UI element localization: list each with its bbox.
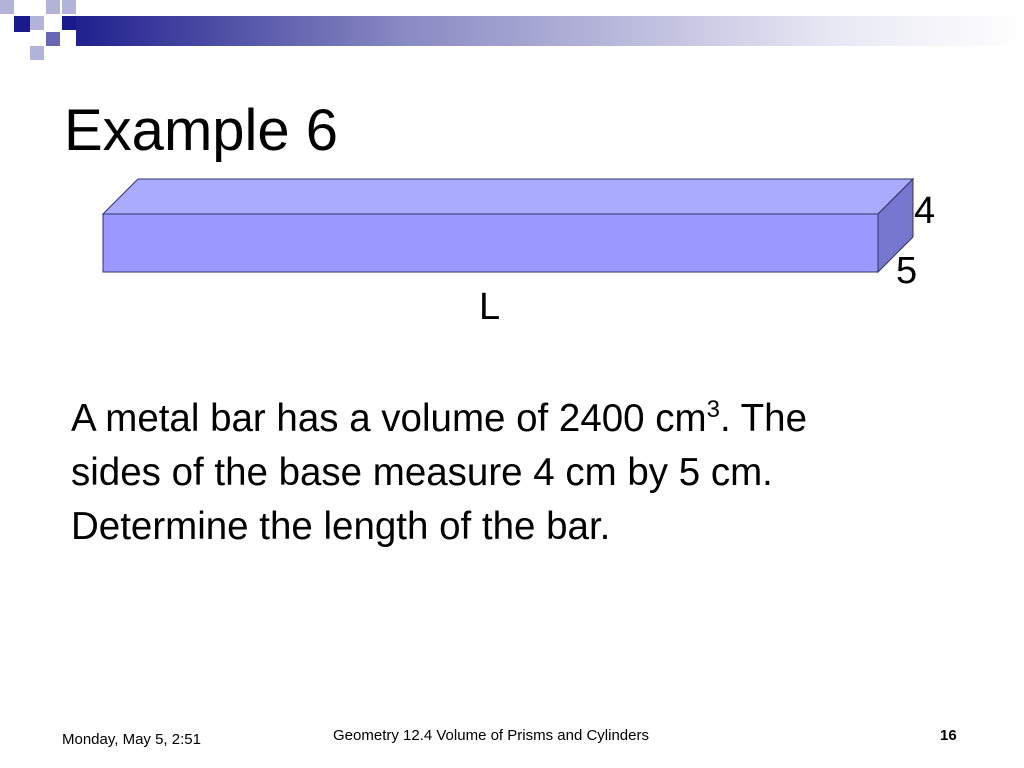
header-square — [46, 16, 60, 30]
problem-text — [71, 392, 971, 554]
footer-title: Geometry 12.4 Volume of Prisms and Cylinders — [333, 727, 649, 744]
header-square — [30, 0, 44, 14]
superscript-exponent: 3 — [706, 396, 720, 423]
header-square — [30, 16, 44, 30]
metal-bar-prism — [0, 170, 1024, 340]
problem-line-1 — [71, 392, 971, 446]
header-square — [0, 0, 14, 14]
header-square — [14, 16, 30, 32]
width-label: 5 — [896, 250, 918, 292]
length-label: L — [479, 286, 501, 328]
height-label: 4 — [914, 190, 936, 232]
prism-top-face — [103, 179, 913, 214]
header-square — [46, 0, 60, 14]
problem-line-2: sides of the base measure 4 cm by 5 cm. — [71, 451, 773, 494]
header-decoration — [0, 0, 1024, 64]
problem-line-1-end: . The — [719, 397, 807, 440]
header-square — [62, 16, 76, 30]
problem-line-3: Determine the length of the bar. — [71, 505, 611, 548]
slide-number: 16 — [940, 727, 957, 744]
prism-front-face — [103, 214, 878, 272]
header-square — [30, 46, 44, 60]
header-gradient-bar — [76, 16, 1024, 46]
problem-line-1-main: A metal bar has a volume of 2400 cm — [71, 397, 707, 440]
slide-title: Example 6 — [64, 98, 339, 163]
header-square — [62, 0, 76, 14]
header-square — [46, 32, 60, 46]
footer-date: Monday, May 5, 2:51 — [62, 731, 201, 748]
